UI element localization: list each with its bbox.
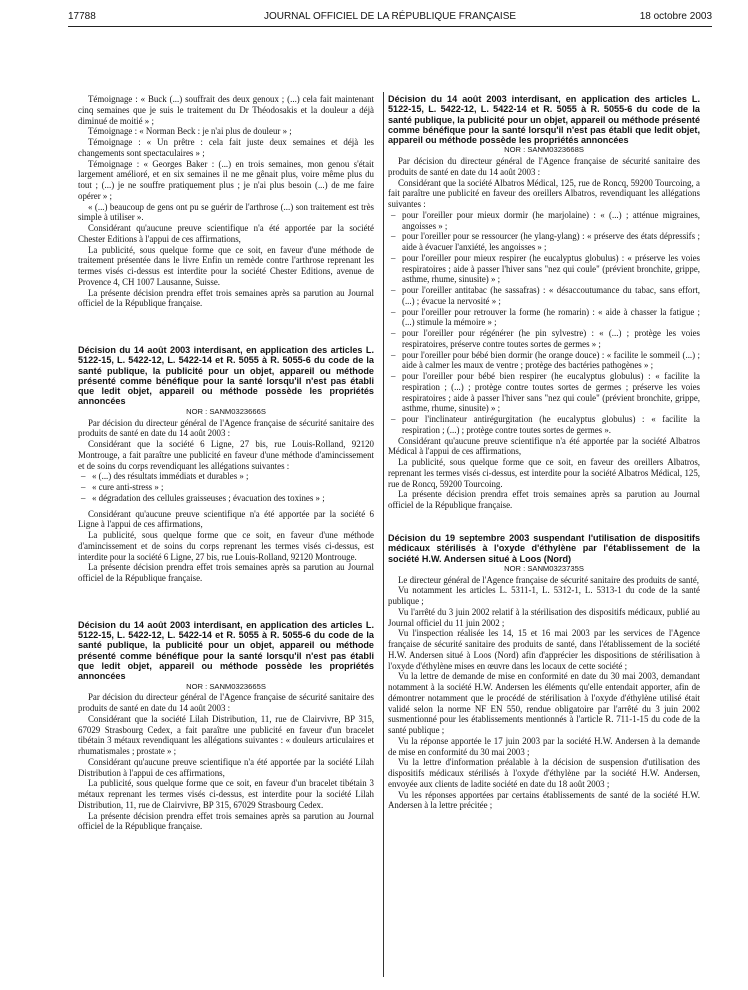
nor-reference: NOR : SANM0323665S: [186, 681, 266, 691]
considering-paragraph: Considérant qu'aucune preuve scientifique n'a été apportée par la société Chester Editions à l'appui de ces affirmations,: [78, 223, 374, 244]
decision-paragraph: Le directeur général de l'Agence française de sécurité sanitaire des produits de santé,: [398, 574, 699, 585]
decision-paragraph: La présente décision prendra effet trois semaines après sa parution au Journal officiel de la République française.: [388, 489, 700, 511]
decision-title: Décision du 19 septembre 2003 suspendant l'utilisation de dispositifs médicaux stérilisés à l'oxyde d'éthylène par l'établissement de la société H.W. Andersen situé à Loos (Nord): [388, 532, 700, 564]
claims-list: [78, 471, 374, 503]
decision-paragraph: Vu notamment les articles L. 5311-1, L. 5312-1, L. 5313-1 du code de la santé publique ;: [388, 585, 700, 607]
decision-paragraph: Considérant qu'aucune preuve scientifique n'a été apportée par la société Lilah Distribution à l'appui de ces affirmations,: [78, 756, 374, 778]
list-item: – « dégradation des cellules graisseuses ; évacuation des toxines » ;: [78, 493, 374, 504]
page-number: 17788: [68, 11, 96, 22]
list-item: – pour l'oreiller antitabac (he sassafras) : « désaccoutumance du tabac, sans effort, (...) ; évacue la nervosité » ;: [388, 285, 700, 307]
testimony-paragraph: Témoignage : « Georges Baker : (...) en trois semaines, mon genou s'était largement amélioré, et en six semaines il ne me gênait plus, voire même plus du tout ; (...) je ne souffre pratiquement plus ; je n'ai plus besoin (...) de me faire opérer » ;: [78, 158, 374, 201]
column-divider: [383, 92, 384, 977]
journal-title: JOURNAL OFFICIEL DE LA RÉPUBLIQUE FRANÇAISE: [263, 11, 517, 22]
decision-title: Décision du 14 août 2003 interdisant, en application des articles L. 5122-15, L. 5422-12, L. 5422-14 et R. 5055 à R. 5055-6 du code de la santé publique, la publicité pour un objet, appareil ou méthode présenté comme bénéfique pour la santé lorsqu'il n'est pas établi que ledit objet, appareil ou méthode possède les propriétés annoncées: [388, 94, 700, 146]
decision-paragraph: La présente décision prendra effet trois semaines après sa parution au Journal officiel de la République française.: [78, 810, 374, 832]
decision-section: [78, 345, 374, 584]
header-rule: [68, 26, 712, 27]
page-header: [68, 8, 712, 26]
decision-title: Décision du 14 août 2003 interdisant, en application des articles L. 5122-15, L. 5422-12, L. 5422-14 et R. 5055 à R. 5055-6 du code de la santé publique, la publicité pour un objet, appareil ou méthode présenté comme bénéfique pour la santé lorsqu'il n'est pas établi que ledit objet, appareil ou méthode possède les propriétés annoncées: [78, 619, 374, 682]
decision-paragraph: Vu les réponses apportées par certains établissements de santé de la société H.W. Andersen à la lettre précitée ;: [388, 789, 700, 811]
decision-paragraph: La publicité, sous quelque forme que ce soit, en faveur d'une méthode d'amincissement et de soins du corps reprenant les termes visés ci-dessus, est interdite pour la société 6 Ligne, 27 bis, rue Louis-Rolland, 92120 Montrouge.: [78, 530, 374, 562]
list-item: – « (...) des résultats immédiats et durables » ;: [78, 471, 374, 482]
decision-paragraph: Vu l'inspection réalisée les 14, 15 et 16 mai 2003 par les services de l'Agence française de sécurité sanitaire des produits de santé, dans l'établissement de la société H.W. Andersen situé à Loos (Nord) afin d'apprécier les dispositions de stérilisation à l'oxyde d'éthylène mises en œuvre dans les locaux de cette société ;: [388, 628, 700, 671]
list-item: – pour l'oreiller pour bébé bien respirer (he eucalyptus globulus) : « facilite la respiration ; (...) ; protège contre toutes sortes de germes ; préserve les voies respiratoires ; aide à passer l'hiver sans "nez qui coule" (prévient bronchite, grippe, asthme, rhume, sinusite) » ;: [388, 371, 700, 414]
issue-date: 18 octobre 2003: [639, 11, 712, 22]
list-item: – pour l'oreiller pour régénérer (he pin sylvestre) : « (...) ; protège les voies respiratoires, préserve contre toutes sortes de germes » ;: [388, 328, 700, 350]
testimony-paragraph: Témoignage : « Un prêtre : cela fait juste deux semaines et déjà les changements sont spectaculaires » ;: [78, 137, 374, 158]
testimony-paragraph: Témoignage : « Norman Beck : je n'ai plus de douleur » ;: [88, 126, 292, 137]
claims-list: [388, 210, 700, 436]
testimony-paragraph: « (...) beaucoup de gens ont pu se guérir de l'arthrose (...) son traitement est très simple à utiliser ».: [78, 201, 374, 223]
right-column: [388, 94, 700, 811]
decision-paragraph: Vu la réponse apportée le 17 juin 2003 par la société H.W. Andersen à la demande de mise en conformité du 30 mai 2003 ;: [388, 735, 700, 757]
testimony-paragraph: Témoignage : « Buck (...) souffrait des deux genoux ; (...) cela fait maintenant cinq semaines que je suis le traitement du Dr Théodosakis et la douleur a déjà diminué de moitié » ;: [78, 94, 374, 126]
decision-paragraph: Par décision du directeur général de l'Agence française de sécurité sanitaire des produits de santé en date du 14 août 2003 :: [388, 156, 700, 177]
list-item: – pour l'oreiller pour mieux respirer (he eucalyptus globulus) : « préserve les voies respiratoires ; aide à passer l'hiver sans "nez qui coule" (prévient bronchite, grippe, asthme, rhume, sinusite) » ;: [388, 253, 700, 285]
decision-section: [388, 94, 700, 511]
decision-section: [78, 620, 374, 832]
list-item: – pour l'oreiller pour retrouver la forme (he romarin) : « aide à chasser la fatigue ; (...) stimule la mémoire » ;: [388, 307, 700, 329]
decision-paragraph: La publicité, sous quelque forme que ce soit, en faveur d'un bracelet tibétain 3 métaux reprenant les termes visés ci-dessus, est interdite pour la société Lilah Distribution, 11, rue de Clairvivre, BP 315, 67029 Strasbourg Cedex.: [78, 778, 374, 810]
decision-paragraph: Considérant que la société Lilah Distribution, 11, rue de Clairvivre, BP 315, 67029 Strasbourg Cedex, a fait paraître une publicité en faveur d'un bracelet tibétain 3 métaux revendiquant les allégations suivantes : « douleurs articulaires et rhumatismales ; prostate » ;: [78, 713, 374, 757]
decision-paragraph: Considérant qu'aucune preuve scientifique n'a été apportée par la société 6 Ligne à l'appui de ces affirmations,: [78, 508, 374, 530]
decision-paragraph: Par décision du directeur général de l'Agence française de sécurité sanitaire des produits de santé en date du 14 août 2003 :: [78, 692, 374, 714]
decision-paragraph: Considérant que la société Albatros Médical, 125, rue de Roncq, 59200 Tourcoing, a fait paraître une publicité en faveur des oreillers Albatros, revendiquant les allégations suivantes :: [388, 177, 700, 210]
effect-paragraph: La présente décision prendra effet trois semaines après sa parution au Journal officiel de la République française.: [78, 287, 374, 309]
ban-paragraph: La publicité, sous quelque forme que ce soit, en faveur d'une méthode de traitement présentée dans le livre Enfin un remède contre l'arthrose reprenant les termes visés ci-dessus est interdite pour la société Chester Editions, avenue de Provence 4, CH 1007 Lausanne, Suisse.: [78, 244, 374, 287]
list-item: – « cure anti-stress » ;: [78, 482, 374, 493]
list-item: – pour l'oreiller pour bébé bien dormir (he orange douce) : « facilite le sommeil (...) ; aide à calmer les maux de ventre ; protège des bactéries pathogènes » ;: [388, 350, 700, 372]
left-column: [78, 94, 374, 832]
list-item: – pour l'oreiller pour mieux dormir (he marjolaine) : « (...) ; atténue migraines, angoisses » ;: [388, 210, 700, 232]
nor-reference: NOR : SANM0323668S: [504, 145, 584, 155]
decision-paragraph: La publicité, sous quelque forme que ce soit, en faveur des oreillers Albatros, reprenant les termes visés ci-dessus, est interdite pour la société Albatros Médical, 125, rue de Roncq, 59200 Tourcoing.: [388, 457, 700, 489]
decision-section: [388, 533, 700, 811]
decision-paragraph: Considérant qu'aucune preuve scientifique n'a été apportée par la société Albatros Médical à l'appui de ces affirmations,: [388, 435, 700, 457]
nor-reference: NOR : SANM0323666S: [186, 406, 266, 416]
decision-title: Décision du 14 août 2003 interdisant, en application des articles L. 5122-15, L. 5422-12, L. 5422-14 et R. 5055 à R. 5055-6 du code de la santé publique, la publicité pour un objet, appareil ou méthode présenté comme bénéfique pour la santé lorsqu'il n'est pas établi que ledit objet, appareil ou méthode possède les propriétés annoncées: [78, 345, 374, 407]
decision-paragraph: Par décision du directeur général de l'Agence française de sécurité sanitaire des produits de santé en date du 14 août 2003 :: [78, 417, 374, 439]
decision-paragraph: Vu la lettre de demande de mise en conformité en date du 30 mai 2003, demandant notamment à la société H.W. Andersen les éléments qu'elle entendait apporter, afin de démontrer notamment que le procédé de stérilisation à l'oxyde d'éthylène utilisé était validé selon la norme NF EN 550, rendue obligatoire par l'arrêté du 3 juin 2002 susmentionné pour les établissements mentionnés à l'article R. 711-1-15 du code de la santé publique ;: [388, 671, 700, 736]
list-item: – pour l'oreiller pour se ressourcer (he ylang-ylang) : « préserve des états dépressifs ; aide à évacuer l'anxiété, les angoisses » ;: [388, 231, 700, 253]
decision-paragraph: Vu l'arrêté du 3 juin 2002 relatif à la stérilisation des dispositifs médicaux, publié au Journal officiel du 11 juin 2002 ;: [388, 606, 700, 628]
nor-reference: NOR : SANM0323735S: [504, 563, 584, 573]
list-item: – pour l'inclinateur antirégurgitation (he eucalyptus globulus) : « facilite la respiration ; (...) ; protège contre toutes sortes de germes ».: [388, 414, 700, 436]
decision-paragraph: Considérant que la société 6 Ligne, 27 bis, rue Louis-Rolland, 92120 Montrouge, a fait paraître une publicité en faveur d'une méthode d'amincissement et de soins du corps revendiquant les allégations suivantes :: [78, 439, 374, 471]
intro-section: [78, 94, 374, 309]
decision-paragraph: Vu la lettre d'information préalable à la décision de suspension d'utilisation des dispositifs médicaux stérilisés à l'oxyde d'éthylène par la société H.W. Andersen, envoyée aux clients de ladite société en date du 18 août 2003 ;: [388, 757, 700, 789]
decision-paragraph: La présente décision prendra effet trois semaines après sa parution au Journal officiel de la République française.: [78, 562, 374, 584]
